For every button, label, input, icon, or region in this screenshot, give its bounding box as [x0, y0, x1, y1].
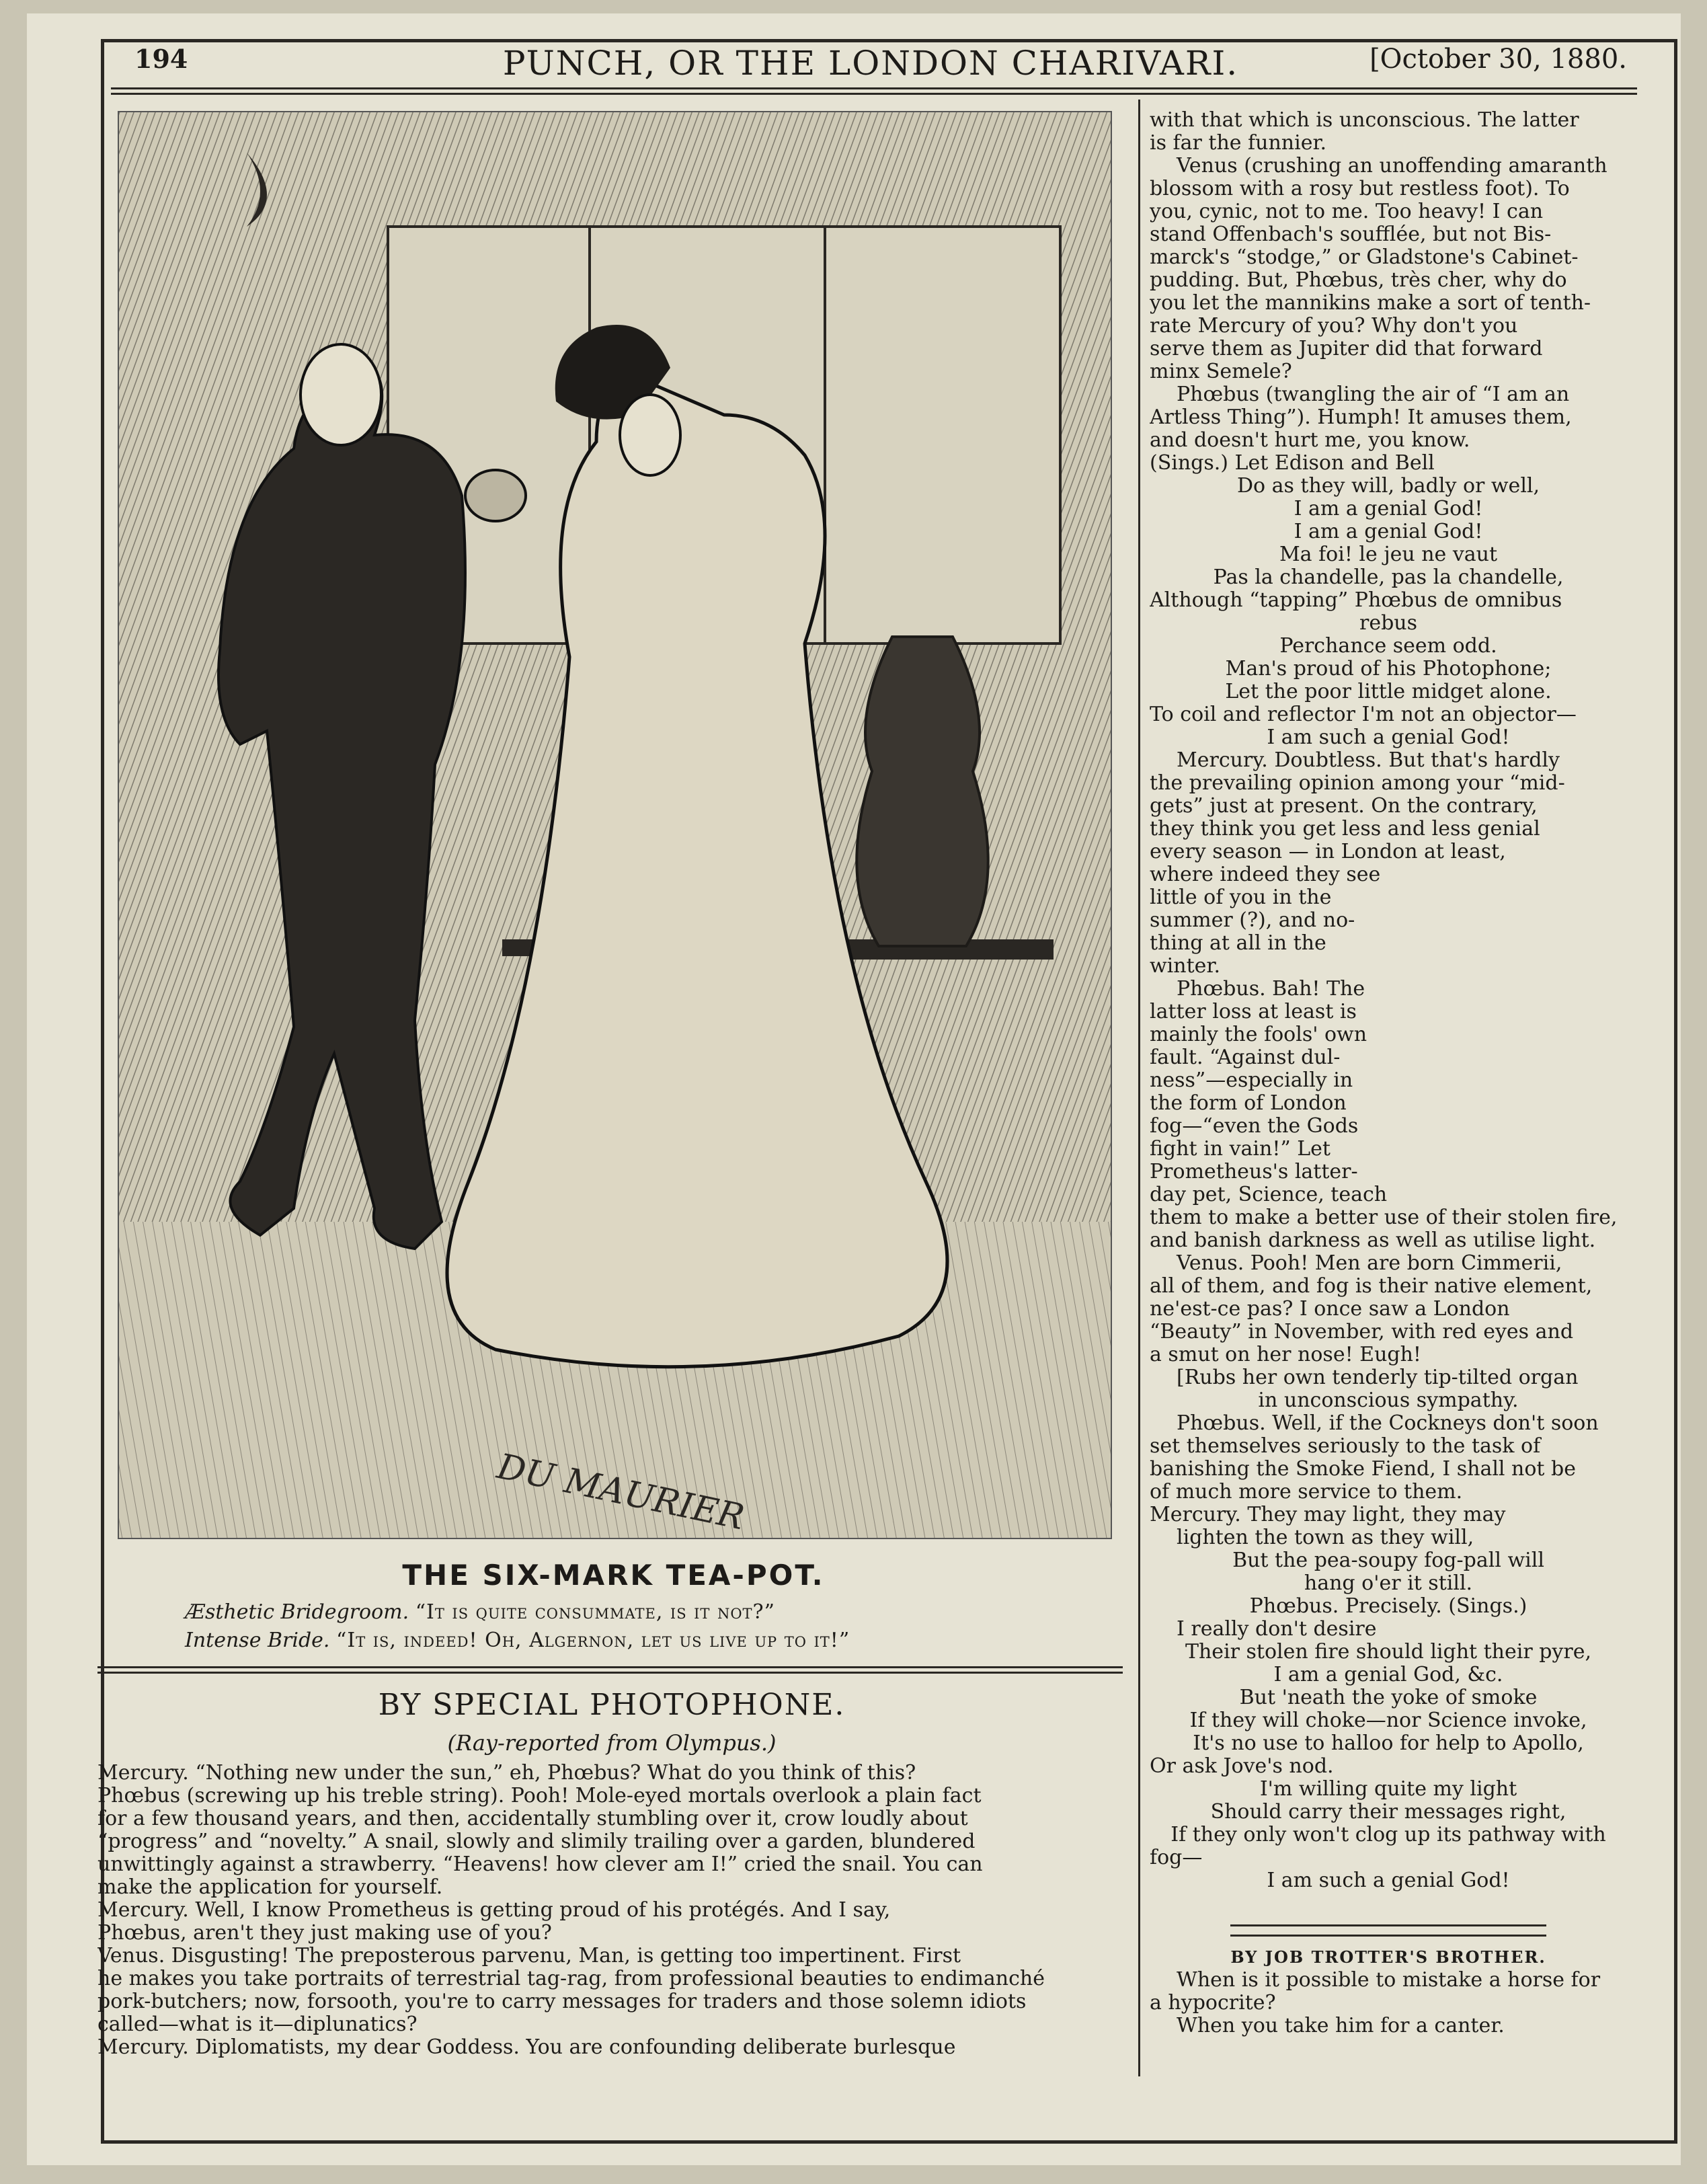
column-line: the prevailing opinion among your “mid-	[1150, 772, 1565, 795]
column-line: summer (?), and no-	[1150, 909, 1355, 932]
column-line: I am a genial God, &c.	[1273, 1664, 1503, 1686]
article-line: Venus. Disgusting! The preposterous parvenu, Man, is getting too impertinent. First	[97, 1945, 961, 1967]
column-line: is far the funnier.	[1150, 132, 1327, 155]
column-line: Phœbus (twangling the air of “I am an	[1177, 383, 1570, 406]
article-line: Mercury. Diplomatists, my dear Goddess. You are confounding deliberate burlesque	[97, 2036, 956, 2059]
column-line: Mercury. They may light, they may	[1150, 1504, 1506, 1526]
article-line: he makes you take portraits of terrestrial tag-rag, from professional beauties to endimanché	[97, 1967, 1045, 1990]
right-column	[1150, 109, 1627, 2037]
column-line: Venus. Pooh! Men are born Cimmerii,	[1177, 1252, 1562, 1275]
column-line: of much more service to them.	[1150, 1481, 1463, 1504]
article-line: unwittingly against a strawberry. “Heavens! how clever am I!” cried the snail. You can	[97, 1853, 983, 1876]
column-line: If they will choke—nor Science invoke,	[1189, 1709, 1587, 1732]
column-line: they think you get less and less genial	[1150, 818, 1540, 841]
column-line: pudding. But, Phœbus, très cher, why do	[1150, 269, 1567, 292]
column-line: marck's “stodge,” or Gladstone's Cabinet-	[1150, 246, 1579, 269]
column-line: “Beauty” in November, with red eyes and	[1150, 1321, 1574, 1343]
column-line: minx Semele?	[1150, 360, 1292, 383]
column-line: ne'est-ce pas? I once saw a London	[1150, 1298, 1510, 1321]
column-line: fog—	[1150, 1846, 1203, 1869]
article-line: Mercury. “Nothing new under the sun,” eh, Phœbus? What do you think of this?	[97, 1762, 916, 1785]
cartoon-title: THE SIX-MARK TEA-POT.	[402, 1559, 825, 1592]
column-line: rebus	[1359, 612, 1417, 635]
column-line: Perchance seem odd.	[1279, 635, 1497, 658]
column-line: Although “tapping” Phœbus de omnibus	[1150, 589, 1562, 612]
page-header	[108, 40, 1634, 94]
header-rule	[111, 87, 1637, 89]
section-rule	[97, 1666, 1123, 1668]
column-line: Artless Thing”). Humph! It amuses them,	[1150, 406, 1572, 429]
column-line: set themselves seriously to the task of	[1150, 1435, 1541, 1458]
article-subtitle: (Ray-reported from Olympus.)	[447, 1730, 777, 1756]
article-title: BY SPECIAL PHOTOPHONE.	[378, 1688, 846, 1722]
column-line: fault. “Against dul-	[1150, 1046, 1341, 1069]
column-line: Prometheus's latter-	[1150, 1161, 1358, 1183]
masthead: PUNCH, OR THE LONDON CHARIVARI.	[502, 44, 1239, 83]
page-number: 194	[134, 44, 188, 74]
column-line: in unconscious sympathy.	[1258, 1389, 1519, 1412]
column-line: latter loss at least is	[1150, 1001, 1357, 1023]
cartoon-caption-1	[185, 1600, 1119, 1624]
column-line: [Rubs her own tenderly tip-tilted organ	[1177, 1366, 1579, 1389]
riddle-line: a hypocrite?	[1150, 1992, 1276, 2015]
column-line: fight in vain!” Let	[1150, 1138, 1331, 1161]
column-line: Phœbus. Bah! The	[1177, 978, 1365, 1001]
column-rule	[1138, 100, 1140, 2076]
caption-speaker-1: Æsthetic Bridegroom.	[185, 1600, 409, 1624]
column-line: Should carry their messages right,	[1210, 1801, 1566, 1824]
column-line: and banish darkness as well as utilise light.	[1150, 1229, 1596, 1252]
article-body	[97, 1762, 1123, 2059]
caption-quote-1: “It is quite consummate, is it not?”	[415, 1600, 775, 1624]
column-line: Phœbus. Precisely. (Sings.)	[1249, 1595, 1527, 1618]
article-line: Phœbus, aren't they just making use of you?	[97, 1922, 552, 1945]
column-line: Phœbus. Well, if the Cockneys don't soon	[1177, 1412, 1599, 1435]
article-line: called—what is it—diplunatics?	[97, 2013, 418, 2036]
column-line: I am a genial God!	[1294, 498, 1483, 520]
column-line: rate Mercury of you? Why don't you	[1150, 315, 1518, 338]
column-line	[1150, 1892, 1627, 1915]
cartoon-illustration	[118, 111, 1112, 1539]
column-line: and doesn't hurt me, you know.	[1150, 429, 1470, 452]
column-line: Venus (crushing an unoffending amaranth	[1177, 155, 1607, 178]
caption-speaker-2: Intense Bride.	[185, 1629, 330, 1652]
column-line: blossom with a rosy but restless foot). To	[1150, 178, 1570, 200]
article-line: “progress” and “novelty.” A snail, slowly and slimily trailing over a garden, blundered	[97, 1830, 976, 1853]
article-line: pork-butchers; now, forsooth, you're to carry messages for traders and those solemn idiots	[97, 1990, 1027, 2013]
column-line: I really don't desire	[1177, 1618, 1377, 1641]
column-line: banishing the Smoke Fiend, I shall not be	[1150, 1458, 1576, 1481]
column-line: winter.	[1150, 955, 1220, 978]
column-line: I am such a genial God!	[1267, 1869, 1510, 1892]
column-line: I am such a genial God!	[1267, 726, 1510, 749]
artist-signature: DU MAURIER	[493, 1446, 748, 1538]
riddle-line: When is it possible to mistake a horse for	[1177, 1969, 1601, 1992]
column-line: gets” just at present. On the contrary,	[1150, 795, 1538, 818]
column-line: you, cynic, not to me. Too heavy! I can	[1150, 200, 1544, 223]
article-line: make the application for yourself.	[97, 1876, 443, 1899]
column-line: a smut on her nose! Eugh!	[1150, 1343, 1421, 1366]
column-line: lighten the town as they will,	[1177, 1526, 1474, 1549]
column-line: Mercury. Doubtless. But that's hardly	[1177, 749, 1560, 772]
column-line: serve them as Jupiter did that forward	[1150, 338, 1543, 360]
column-line: all of them, and fog is their native element,	[1150, 1275, 1593, 1298]
column-line: fog—“even the Gods	[1150, 1115, 1359, 1138]
column-line: Or ask Jove's nod.	[1150, 1755, 1334, 1778]
column-line: thing at all in the	[1150, 932, 1326, 955]
column-line: Do as they will, badly or well,	[1236, 475, 1540, 498]
column-line: every season — in London at least,	[1150, 841, 1506, 863]
article-line: Phœbus (screwing up his treble string). Pooh! Mole-eyed mortals overlook a plain fact	[97, 1785, 982, 1807]
column-line: Let the poor little midget alone.	[1225, 680, 1552, 703]
column-line: hang o'er it still.	[1304, 1572, 1473, 1595]
column-line: ness”—especially in	[1150, 1069, 1353, 1092]
column-line: them to make a better use of their stolen fire,	[1150, 1206, 1618, 1229]
column-line: Man's proud of his Photophone;	[1225, 658, 1552, 680]
column-line: Ma foi! le jeu ne vaut	[1279, 543, 1498, 566]
column-line: you let the mannikins make a sort of tenth-	[1150, 292, 1591, 315]
column-line: with that which is unconscious. The latter	[1150, 109, 1579, 132]
header-rule-2	[111, 93, 1637, 95]
column-line: where indeed they see	[1150, 863, 1381, 886]
caption-quote-2: “It is, indeed! Oh, Algernon, let us live up to it!”	[336, 1629, 850, 1652]
byline: BY JOB TROTTER'S BROTHER.	[1230, 1947, 1546, 1967]
column-line: But the pea-soupy fog-pall will	[1232, 1549, 1544, 1572]
column-line: Pas la chandelle, pas la chandelle,	[1213, 566, 1564, 589]
column-line: day pet, Science, teach	[1150, 1183, 1388, 1206]
issue-date: [October 30, 1880.	[1369, 44, 1627, 75]
article-line: for a few thousand years, and then, accidentally stumbling over it, crow loudly about	[97, 1807, 968, 1830]
column-line: little of you in the	[1150, 886, 1332, 909]
column-line: the form of London	[1150, 1092, 1347, 1115]
riddle-line: When you take him for a canter.	[1177, 2015, 1505, 2037]
column-line: (Sings.) Let Edison and Bell	[1150, 452, 1435, 475]
cartoon-caption-2	[185, 1629, 1119, 1652]
column-line: If they only won't clog up its pathway with	[1170, 1824, 1606, 1846]
column-line: It's no use to halloo for help to Apollo,	[1193, 1732, 1584, 1755]
column-line: To coil and reflector I'm not an objector—	[1150, 703, 1577, 726]
column-line: I'm willing quite my light	[1259, 1778, 1517, 1801]
section-rule-2	[97, 1672, 1123, 1674]
column-line: But 'neath the yoke of smoke	[1239, 1686, 1538, 1709]
column-line: mainly the fools' own	[1150, 1023, 1367, 1046]
section-divider	[1230, 1924, 1546, 1937]
column-line: stand Offenbach's soufflée, but not Bis-	[1150, 223, 1552, 246]
column-line: I am a genial God!	[1294, 520, 1483, 543]
article-line: Mercury. Well, I know Prometheus is getting proud of his protégés. And I say,	[97, 1899, 891, 1922]
column-line: Their stolen fire should light their pyre,	[1185, 1641, 1592, 1664]
